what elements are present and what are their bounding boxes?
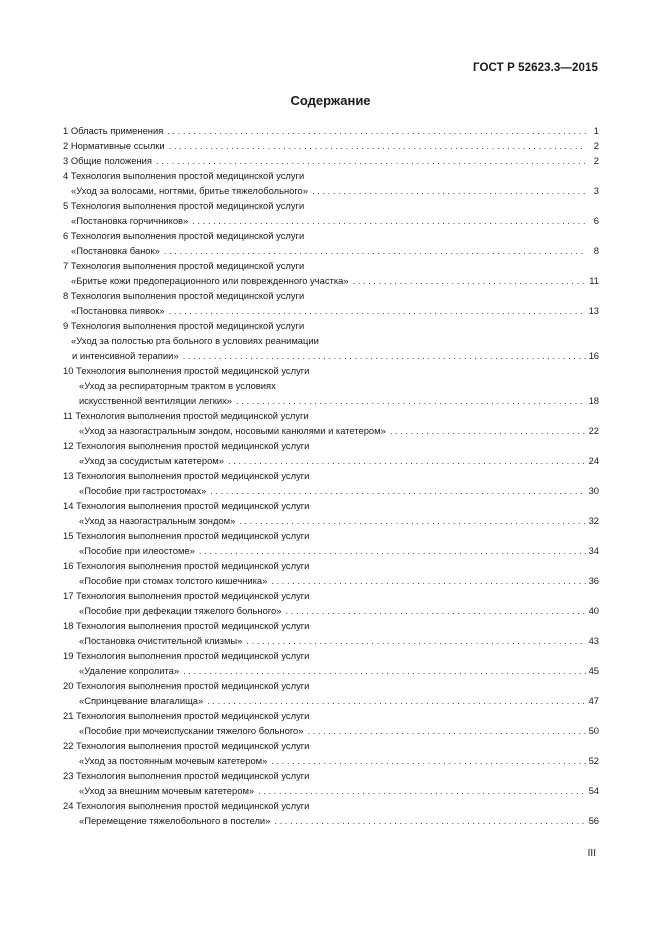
- dot-leader: [183, 348, 586, 363]
- toc-entry-text: «Пособие при мочеиспускании тяжелого больного»: [79, 725, 304, 736]
- dot-leader: [271, 573, 585, 588]
- toc-entry-text: «Уход за волосами, ногтями, бритье тяжелобольного»: [71, 185, 308, 196]
- toc-entry-text: «Уход за назогастральным зондом, носовыми канюлями и катетером»: [79, 425, 386, 436]
- toc-entry-heading: [63, 648, 599, 663]
- toc-entry-text: 10 Технология выполнения простой медицинской услуги: [63, 365, 310, 376]
- toc-entry-heading: [63, 588, 599, 603]
- toc-page-number: 36: [588, 575, 599, 586]
- toc-page-number: 34: [588, 545, 599, 556]
- toc-entry-text: 18 Технология выполнения простой медицинской услуги: [63, 620, 310, 631]
- toc-page-number: 43: [588, 635, 599, 646]
- toc-entry-text: «Уход за сосудистым катетером»: [79, 455, 224, 466]
- dot-leader: [199, 543, 586, 558]
- toc-page-number: 2: [593, 140, 599, 151]
- toc-page-number: 54: [588, 785, 599, 796]
- toc-entry-text: 8 Технология выполнения простой медицинской услуги: [63, 290, 305, 301]
- dot-leader: [167, 123, 586, 138]
- toc-entry[interactable]: [63, 363, 599, 408]
- standard-number: ГОСТ Р 52623.3—2015: [473, 62, 598, 74]
- toc-entry-text: 4 Технология выполнения простой медицинской услуги: [63, 170, 305, 181]
- toc-entry-heading: [63, 408, 599, 423]
- toc-entry-subline: [63, 423, 599, 438]
- dot-leader: [390, 423, 586, 438]
- toc-entry-subline: [63, 603, 599, 618]
- toc-entry[interactable]: [63, 738, 599, 768]
- toc-entry-subline: [63, 348, 599, 363]
- toc-entry[interactable]: [63, 258, 599, 288]
- table-of-contents: [63, 123, 599, 828]
- toc-page-number: 3: [593, 185, 599, 196]
- toc-entry-text: 5 Технология выполнения простой медицинской услуги: [63, 200, 305, 211]
- toc-entry-subline: [63, 663, 599, 678]
- toc-page-number: 11: [589, 275, 599, 286]
- toc-entry-subline: [63, 243, 599, 258]
- toc-entry-heading: [63, 558, 599, 573]
- toc-entry[interactable]: [63, 708, 599, 738]
- toc-entry-text: 7 Технология выполнения простой медицинской услуги: [63, 260, 305, 271]
- dot-leader: [210, 483, 585, 498]
- toc-entry-heading: [63, 258, 599, 273]
- toc-page-number: 8: [593, 245, 599, 256]
- toc-entry-heading: [63, 153, 599, 168]
- toc-entry-subline: [63, 213, 599, 228]
- dot-leader: [239, 513, 585, 528]
- toc-entry-text: 16 Технология выполнения простой медицинской услуги: [63, 560, 310, 571]
- toc-entry-text: 13 Технология выполнения простой медицинской услуги: [63, 470, 310, 481]
- toc-entry-heading: [63, 198, 599, 213]
- toc-entry-subline: [63, 783, 599, 798]
- toc-entry-subline: [63, 333, 599, 348]
- toc-entry-text: «Удаление копролита»: [79, 665, 180, 676]
- toc-entry-heading: [63, 468, 599, 483]
- toc-entry-text: 20 Технология выполнения простой медицинской услуги: [63, 680, 310, 691]
- toc-entry-text: «Пособие при стомах толстого кишечника»: [79, 575, 268, 586]
- toc-entry-text: «Пособие при илеостоме»: [79, 545, 195, 556]
- toc-entry[interactable]: [63, 798, 599, 828]
- toc-entry[interactable]: [63, 288, 599, 318]
- toc-entry[interactable]: [63, 123, 599, 138]
- dot-leader: [258, 783, 585, 798]
- toc-page-number: 16: [588, 350, 599, 361]
- toc-entry[interactable]: [63, 618, 599, 648]
- toc-entry-text: 11 Технология выполнения простой медицинской услуги: [63, 410, 309, 421]
- toc-page-number: 56: [588, 815, 599, 826]
- toc-entry-text: 14 Технология выполнения простой медицинской услуги: [63, 500, 310, 511]
- toc-entry-text: «Спринцевание влагалища»: [79, 695, 204, 706]
- toc-entry-text: «Пособие при гастростомах»: [79, 485, 207, 496]
- toc-entry[interactable]: [63, 198, 599, 228]
- dot-leader: [228, 453, 586, 468]
- dot-leader: [183, 663, 585, 678]
- toc-entry[interactable]: [63, 153, 599, 168]
- toc-entry[interactable]: [63, 558, 599, 588]
- toc-entry-subline: [63, 723, 599, 738]
- toc-entry-subline: [63, 393, 599, 408]
- toc-entry-text: «Перемещение тяжелобольного в постели»: [79, 815, 271, 826]
- toc-page-number: 18: [588, 395, 599, 406]
- toc-entry[interactable]: [63, 318, 599, 363]
- toc-entry-heading: [63, 738, 599, 753]
- dot-leader: [236, 393, 586, 408]
- toc-entry-heading: [63, 618, 599, 633]
- toc-entry-text: 24 Технология выполнения простой медицинской услуги: [63, 800, 310, 811]
- toc-entry-text: 19 Технология выполнения простой медицинской услуги: [63, 650, 310, 661]
- toc-entry-heading: [63, 288, 599, 303]
- toc-entry-text: 15 Технология выполнения простой медицинской услуги: [63, 530, 310, 541]
- toc-entry-heading: [63, 168, 599, 183]
- toc-entry-text: искусственной вентиляции легких»: [79, 395, 233, 406]
- dot-leader: [246, 633, 585, 648]
- toc-page-number: 6: [593, 215, 599, 226]
- toc-entry-text: «Пособие при дефекации тяжелого больного»: [79, 605, 282, 616]
- dot-leader: [312, 183, 586, 198]
- dot-leader: [156, 153, 586, 168]
- toc-entry[interactable]: [63, 528, 599, 558]
- toc-entry[interactable]: [63, 678, 599, 708]
- dot-leader: [207, 693, 585, 708]
- toc-entry-text: «Бритье кожи предоперационного или поврежденного участка»: [71, 275, 349, 286]
- toc-entry[interactable]: [63, 648, 599, 678]
- toc-entry-subline: [63, 573, 599, 588]
- dot-leader: [169, 303, 586, 318]
- toc-entry-subline: [63, 378, 599, 393]
- toc-page-number: 2: [593, 155, 599, 166]
- toc-entry-text: «Уход за респираторным трактом в условиях: [79, 380, 276, 391]
- toc-page-number: 40: [588, 605, 599, 616]
- toc-entry[interactable]: [63, 168, 599, 198]
- dot-leader: [271, 753, 585, 768]
- toc-page-number: 50: [588, 725, 599, 736]
- dot-leader: [307, 723, 585, 738]
- toc-entry-text: «Постановка банок»: [71, 245, 160, 256]
- toc-entry-text: 1 Область применения: [63, 125, 164, 136]
- toc-entry-heading: [63, 528, 599, 543]
- dot-leader: [192, 213, 586, 228]
- dot-leader: [285, 603, 585, 618]
- toc-entry[interactable]: [63, 498, 599, 528]
- toc-page-number: 32: [588, 515, 599, 526]
- page-number: III: [587, 848, 596, 859]
- toc-page-number: 52: [588, 755, 599, 766]
- dot-leader: [164, 243, 586, 258]
- page-title: Содержание: [290, 93, 371, 108]
- toc-entry[interactable]: [63, 588, 599, 618]
- toc-entry-text: 12 Технология выполнения простой медицинской услуги: [63, 440, 310, 451]
- toc-page-number: 1: [593, 125, 599, 136]
- toc-entry-subline: [63, 753, 599, 768]
- toc-entry-heading: [63, 228, 599, 243]
- toc-entry-text: 22 Технология выполнения простой медицинской услуги: [63, 740, 310, 751]
- toc-page-number: 45: [588, 665, 599, 676]
- toc-entry-subline: [63, 273, 599, 288]
- toc-entry-text: «Постановка горчичников»: [71, 215, 189, 226]
- toc-entry-text: 9 Технология выполнения простой медицинской услуги: [63, 320, 305, 331]
- toc-entry-subline: [63, 813, 599, 828]
- toc-page-number: 47: [588, 695, 599, 706]
- toc-page-number: 30: [588, 485, 599, 496]
- toc-entry[interactable]: [63, 768, 599, 798]
- dot-leader: [274, 813, 585, 828]
- toc-entry-heading: [63, 363, 599, 378]
- toc-entry-text: «Уход за полостью рта больного в условиях реанимации: [71, 335, 319, 346]
- toc-entry-subline: [63, 453, 599, 468]
- toc-entry-text: «Уход за постоянным мочевым катетером»: [79, 755, 268, 766]
- toc-entry-subline: [63, 483, 599, 498]
- toc-page-number: 22: [588, 425, 599, 436]
- toc-entry-heading: [63, 318, 599, 333]
- dot-leader: [353, 273, 586, 288]
- toc-entry[interactable]: [63, 468, 599, 498]
- toc-entry[interactable]: [63, 438, 599, 468]
- toc-entry-text: 6 Технология выполнения простой медицинской услуги: [63, 230, 305, 241]
- toc-entry-heading: [63, 768, 599, 783]
- toc-page-number: 24: [588, 455, 599, 466]
- dot-leader: [169, 138, 586, 153]
- toc-entry-subline: [63, 633, 599, 648]
- toc-entry-heading: [63, 678, 599, 693]
- toc-entry-text: «Постановка очистительной клизмы»: [79, 635, 243, 646]
- toc-entry-subline: [63, 183, 599, 198]
- toc-entry-text: и интенсивной терапии»: [72, 350, 179, 361]
- toc-entry-subline: [63, 513, 599, 528]
- toc-entry-heading: [63, 138, 599, 153]
- toc-entry-subline: [63, 303, 599, 318]
- toc-page-number: 13: [588, 305, 599, 316]
- toc-entry-text: 21 Технология выполнения простой медицинской услуги: [63, 710, 310, 721]
- toc-entry-heading: [63, 438, 599, 453]
- toc-entry-heading: [63, 123, 599, 138]
- toc-entry-text: «Постановка пиявок»: [71, 305, 165, 316]
- toc-entry-text: «Уход за назогастральным зондом»: [79, 515, 236, 526]
- toc-entry-heading: [63, 708, 599, 723]
- toc-entry-subline: [63, 693, 599, 708]
- toc-entry-heading: [63, 798, 599, 813]
- toc-entry-text: 2 Нормативные ссылки: [63, 140, 165, 151]
- toc-entry-text: 3 Общие положения: [63, 155, 152, 166]
- toc-entry-text: 17 Технология выполнения простой медицинской услуги: [63, 590, 310, 601]
- toc-entry[interactable]: [63, 138, 599, 153]
- toc-entry-heading: [63, 498, 599, 513]
- toc-entry-text: «Уход за внешним мочевым катетером»: [79, 785, 255, 796]
- toc-entry[interactable]: [63, 228, 599, 258]
- toc-entry-text: 23 Технология выполнения простой медицинской услуги: [63, 770, 310, 781]
- toc-entry-subline: [63, 543, 599, 558]
- toc-entry[interactable]: [63, 408, 599, 438]
